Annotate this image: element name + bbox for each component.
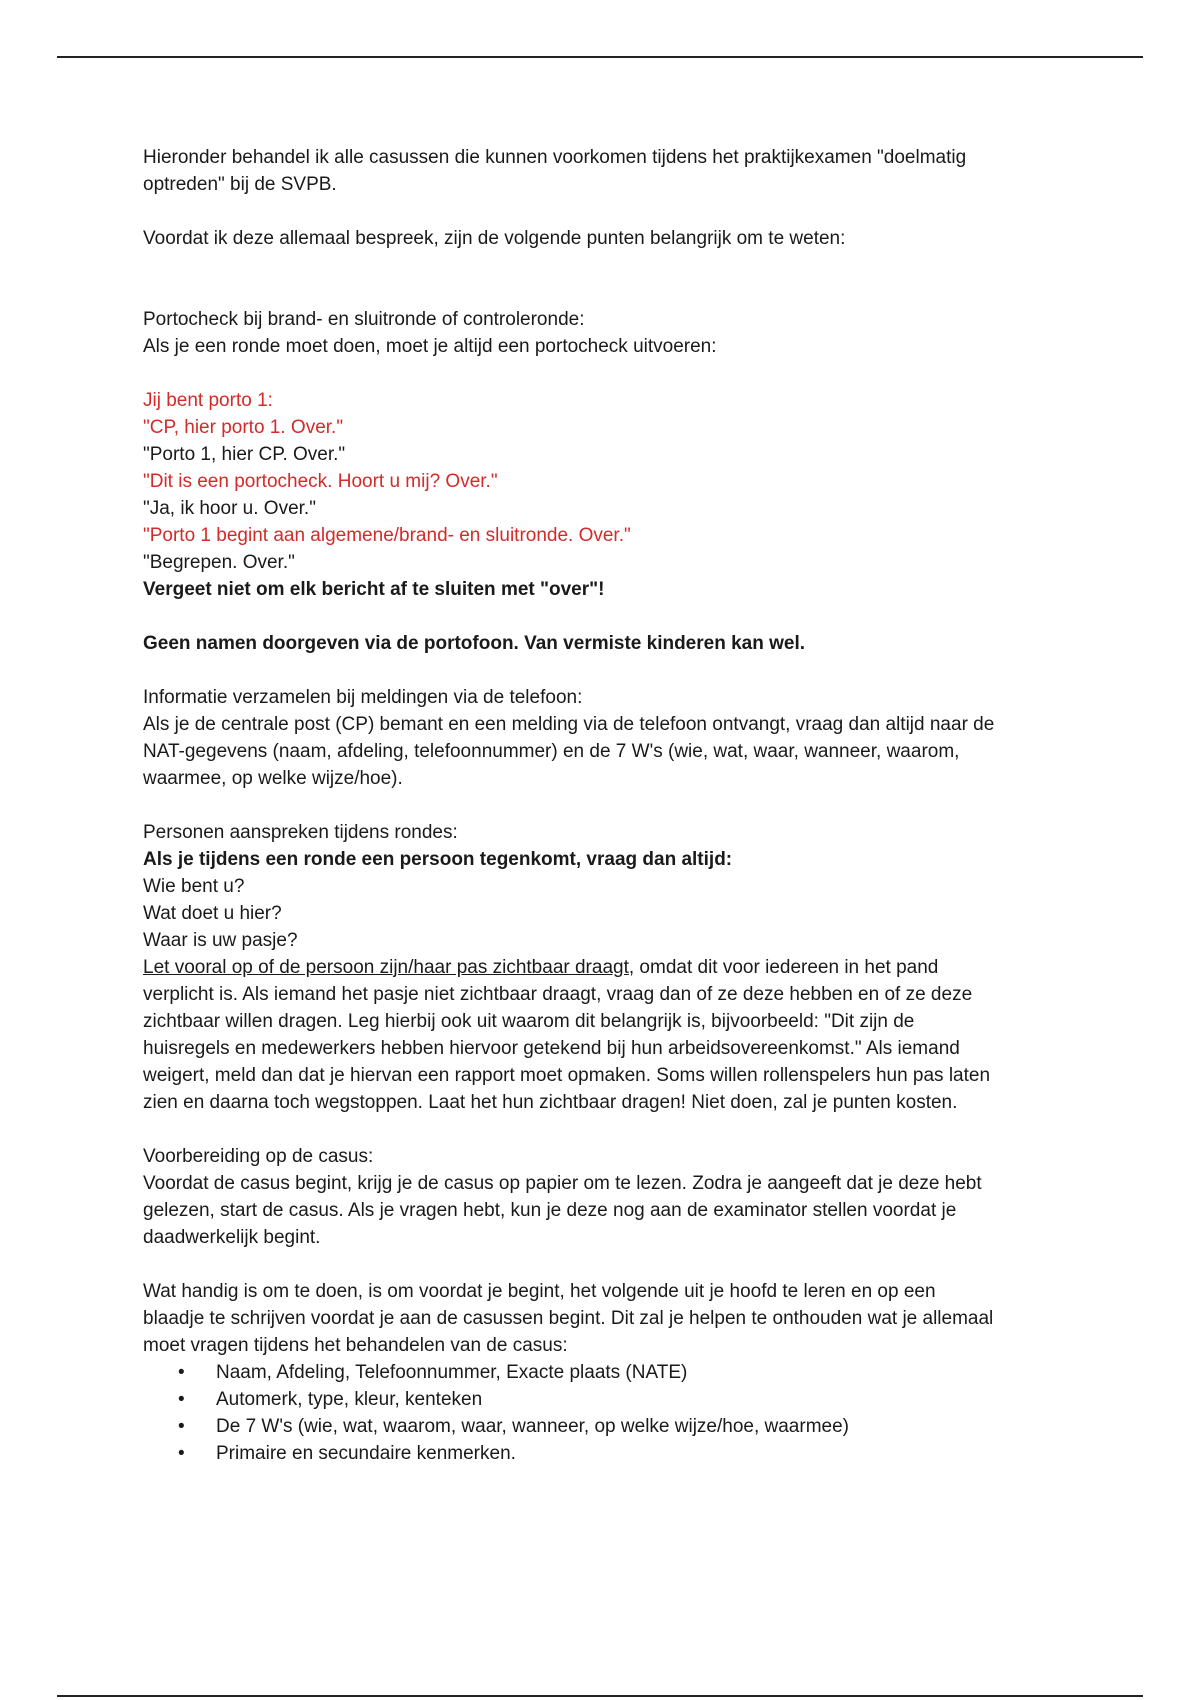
voorbereiding-line: daadwerkelijk begint. <box>143 1227 321 1248</box>
portocheck-text: Als je een ronde moet doen, moet je altijd een portocheck uitvoeren: <box>143 336 717 357</box>
header-rule <box>57 56 1143 58</box>
dialog-line: "Porto 1 begint aan algemene/brand- en sluitronde. Over." <box>143 525 631 546</box>
tips-bullet-list <box>143 1359 1073 1467</box>
list-item-text: Naam, Afdeling, Telefoonnummer, Exacte plaats (NATE) <box>216 1362 688 1383</box>
dialog-line: "CP, hier porto 1. Over." <box>143 417 344 438</box>
list-item-text: Automerk, type, kleur, kenteken <box>216 1389 483 1410</box>
portocheck-names-note: Geen namen doorgeven via de portofoon. Van vermiste kinderen kan wel. <box>143 633 806 654</box>
list-item <box>143 1413 1073 1440</box>
personen-bold-line: Als je tijdens een ronde een persoon tegenkomt, vraag dan altijd: <box>143 849 733 870</box>
dialog-line: "Ja, ik hoor u. Over." <box>143 498 316 519</box>
telefoon-line: Als je de centrale post (CP) bemant en een melding via de telefoon ontvangt, vraag dan altijd naar de <box>143 714 995 735</box>
personen-pass-line <box>143 954 1073 981</box>
intro-line-2: optreden" bij de SVPB. <box>143 174 337 195</box>
personen-underlined: Let vooral op of de persoon zijn/haar pas zichtbaar draagt <box>143 957 629 978</box>
tips-line: Wat handig is om te doen, is om voordat je begint, het volgende uit je hoofd te leren en op een <box>143 1281 936 1302</box>
voorbereiding-line: Voordat de casus begint, krijg je de casus op papier om te lezen. Zodra je aangeeft dat je deze hebt <box>143 1173 982 1194</box>
personen-line: zien en daarna toch wegstoppen. Laat het hun zichtbaar dragen! Niet doen, zal je punten kosten. <box>143 1092 958 1113</box>
personen-line: huisregels en medewerkers hebben hiervoor getekend bij hun arbeidsovereenkomst." Als iemand <box>143 1038 960 1059</box>
bullet-icon: • <box>178 1389 185 1410</box>
list-item <box>143 1386 1073 1413</box>
bullet-icon: • <box>178 1416 185 1437</box>
dialog-line: "Porto 1, hier CP. Over." <box>143 444 346 465</box>
voorbereiding-line: gelezen, start de casus. Als je vragen hebt, kun je deze nog aan de examinator stellen voordat je <box>143 1200 957 1221</box>
personen-question: Wie bent u? <box>143 876 245 897</box>
list-item-text: De 7 W's (wie, wat, waarom, waar, wanneer, op welke wijze/hoe, waarmee) <box>216 1416 849 1437</box>
tips-line: blaadje te schrijven voordat je aan de casussen begint. Dit zal je helpen te onthouden wat je allemaal <box>143 1308 994 1329</box>
intro-line-1: Hieronder behandel ik alle casussen die kunnen voorkomen tijdens het praktijkexamen "doelmatig <box>143 147 967 168</box>
portocheck-heading: Portocheck bij brand- en sluitronde of controleronde: <box>143 309 585 330</box>
intro-line-3: Voordat ik deze allemaal bespreek, zijn de volgende punten belangrijk om te weten: <box>143 228 846 249</box>
telefoon-line: waarmee, op welke wijze/hoe). <box>143 768 403 789</box>
personen-question: Waar is uw pasje? <box>143 930 298 951</box>
personen-heading: Personen aanspreken tijdens rondes: <box>143 822 458 843</box>
footer-rule <box>57 1695 1143 1697</box>
telefoon-line: NAT-gegevens (naam, afdeling, telefoonnummer) en de 7 W's (wie, wat, waar, wanneer, waarom, <box>143 741 960 762</box>
personen-after-underline: , omdat dit voor iedereen in het pand <box>628 957 939 978</box>
bullet-icon: • <box>178 1443 185 1464</box>
dialog-line: "Dit is een portocheck. Hoort u mij? Over." <box>143 471 498 492</box>
tips-line: moet vragen tijdens het behandelen van de casus: <box>143 1335 568 1356</box>
portocheck-reminder: Vergeet niet om elk bericht af te sluiten met "over"! <box>143 579 605 600</box>
document-body <box>143 144 1073 1467</box>
list-item <box>143 1440 1073 1467</box>
bullet-icon: • <box>178 1362 185 1383</box>
personen-line: zichtbaar willen dragen. Leg hierbij ook uit waarom dit belangrijk is, bijvoorbeeld: "Dit zijn de <box>143 1011 915 1032</box>
personen-line: verplicht is. Als iemand het pasje niet zichtbaar draagt, vraag dan of ze deze hebben en of ze deze <box>143 984 973 1005</box>
personen-line: weigert, meld dan dat je hiervan een rapport moet opmaken. Soms willen rollenspelers hun pas laten <box>143 1065 991 1086</box>
list-item-text: Primaire en secundaire kenmerken. <box>216 1443 516 1464</box>
telefoon-heading: Informatie verzamelen bij meldingen via de telefoon: <box>143 687 583 708</box>
personen-question: Wat doet u hier? <box>143 903 282 924</box>
list-item <box>143 1359 1073 1386</box>
portocheck-dialog <box>143 387 1073 576</box>
dialog-line: "Begrepen. Over." <box>143 552 295 573</box>
dialog-line: Jij bent porto 1: <box>143 390 273 411</box>
voorbereiding-heading: Voorbereiding op de casus: <box>143 1146 374 1167</box>
